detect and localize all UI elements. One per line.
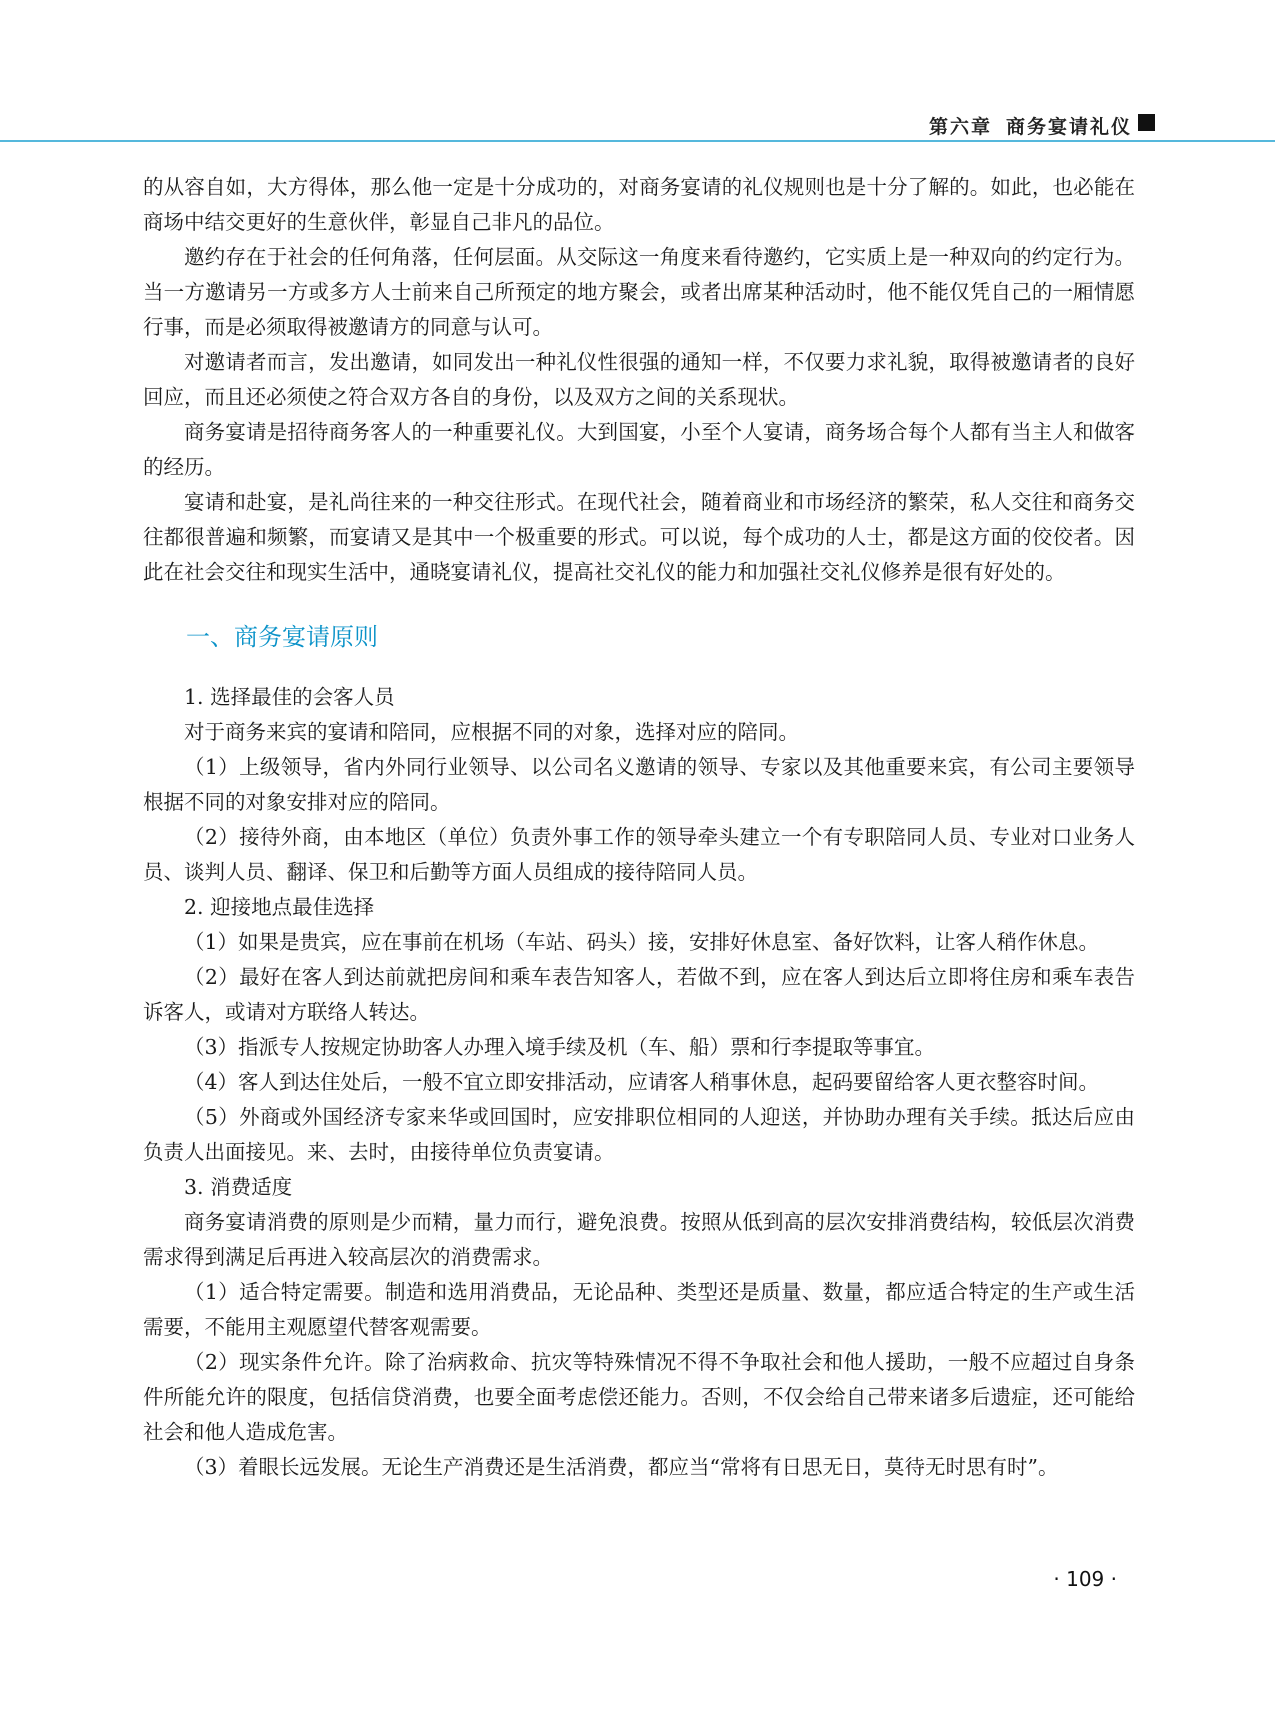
page-number: · 109 · [1053, 1567, 1117, 1591]
list-item: （3）指派专人按规定协助客人办理入境手续及机（车、船）票和行李提取等事宜。 [184, 1035, 936, 1059]
list-item: （5）外商或外国经济专家来华或回国时，应安排职位相同的人迎送，并协助办理有关手续。抵达后应由负责人出面接见。来、去时，由接待单位负责宴请。 [143, 1105, 1135, 1164]
header-square-icon [1138, 114, 1155, 131]
paragraph: 商务宴请消费的原则是少而精，量力而行，避免浪费。按照从低到高的层次安排消费结构，较低层次消费需求得到满足后再进入较高层次的消费需求。 [143, 1210, 1135, 1269]
subheading: 3. 消费适度 [184, 1175, 293, 1199]
section-heading: 一、商务宴请原则 [186, 623, 378, 651]
chapter-label: 第六章 [928, 116, 992, 138]
list-item: （2）最好在客人到达前就把房间和乘车表告知客人，若做不到，应在客人到达后立即将住房和乘车表告诉客人，或请对方联络人转达。 [143, 965, 1135, 1024]
list-item: （1）如果是贵宾，应在事前在机场（车站、码头）接，安排好休息室、备好饮料，让客人稍作休息。 [184, 930, 1100, 954]
subheading: 1. 选择最佳的会客人员 [184, 685, 395, 709]
running-header [929, 112, 1132, 139]
list-item: （1）适合特定需要。制造和选用消费品，无论品种、类型还是质量、数量，都应适合特定的生产或生活需要，不能用主观愿望代替客观需要。 [143, 1280, 1135, 1339]
paragraph: 对于商务来宾的宴请和陪同，应根据不同的对象，选择对应的陪同。 [184, 720, 799, 744]
list-item: （2）接待外商，由本地区（单位）负责外事工作的领导牵头建立一个有专职陪同人员、专业对口业务人员、谈判人员、翻译、保卫和后勤等方面人员组成的接待陪同人员。 [143, 825, 1135, 884]
subheading: 2. 迎接地点最佳选择 [184, 895, 375, 919]
list-item: （2）现实条件允许。除了治病救命、抗灾等特殊情况不得不争取社会和他人援助，一般不应超过自身条件所能允许的限度，包括信贷消费，也要全面考虑偿还能力。否则，不仅会给自己带来诸多后遗症，还可能给社会和他人造成危害。 [143, 1350, 1135, 1444]
page-body [143, 170, 1135, 1485]
list-item: （3）着眼长远发展。无论生产消费还是生活消费，都应当“常将有日思无日，莫待无时思有时”。 [184, 1455, 1059, 1479]
paragraph: 邀约存在于社会的任何角落，任何层面。从交际这一角度来看待邀约，它实质上是一种双向的约定行为。当一方邀请另一方或多方人士前来自己所预定的地方聚会，或者出席某种活动时，他不能仅凭自己的一厢情愿行事，而是必须取得被邀请方的同意与认可。 [143, 245, 1135, 339]
list-item: （1）上级领导，省内外同行业领导、以公司名义邀请的领导、专家以及其他重要来宾，有公司主要领导根据不同的对象安排对应的陪同。 [143, 755, 1135, 814]
paragraph-continued: 的从容自如，大方得体，那么他一定是十分成功的，对商务宴请的礼仪规则也是十分了解的。如此，也必能在商场中结交更好的生意伙伴，彰显自己非凡的品位。 [143, 175, 1135, 234]
page-header [0, 0, 1275, 140]
paragraph: 商务宴请是招待商务客人的一种重要礼仪。大到国宴，小至个人宴请，商务场合每个人都有当主人和做客的经历。 [143, 420, 1135, 479]
list-item: （4）客人到达住处后，一般不宜立即安排活动，应请客人稍事休息，起码要留给客人更衣整容时间。 [184, 1070, 1100, 1094]
chapter-title: 商务宴请礼仪 [1005, 116, 1132, 138]
paragraph: 宴请和赴宴，是礼尚往来的一种交往形式。在现代社会，随着商业和市场经济的繁荣，私人交往和商务交往都很普遍和频繁，而宴请又是其中一个极重要的形式。可以说，每个成功的人士，都是这方面的佼佼者。因此在社会交往和现实生活中，通晓宴请礼仪，提高社交礼仪的能力和加强社交礼仪修养是很有好处的。 [143, 490, 1135, 584]
header-rule [0, 140, 1275, 142]
paragraph: 对邀请者而言，发出邀请，如同发出一种礼仪性很强的通知一样，不仅要力求礼貌，取得被邀请者的良好回应，而且还必须使之符合双方各自的身份，以及双方之间的关系现状。 [143, 350, 1135, 409]
